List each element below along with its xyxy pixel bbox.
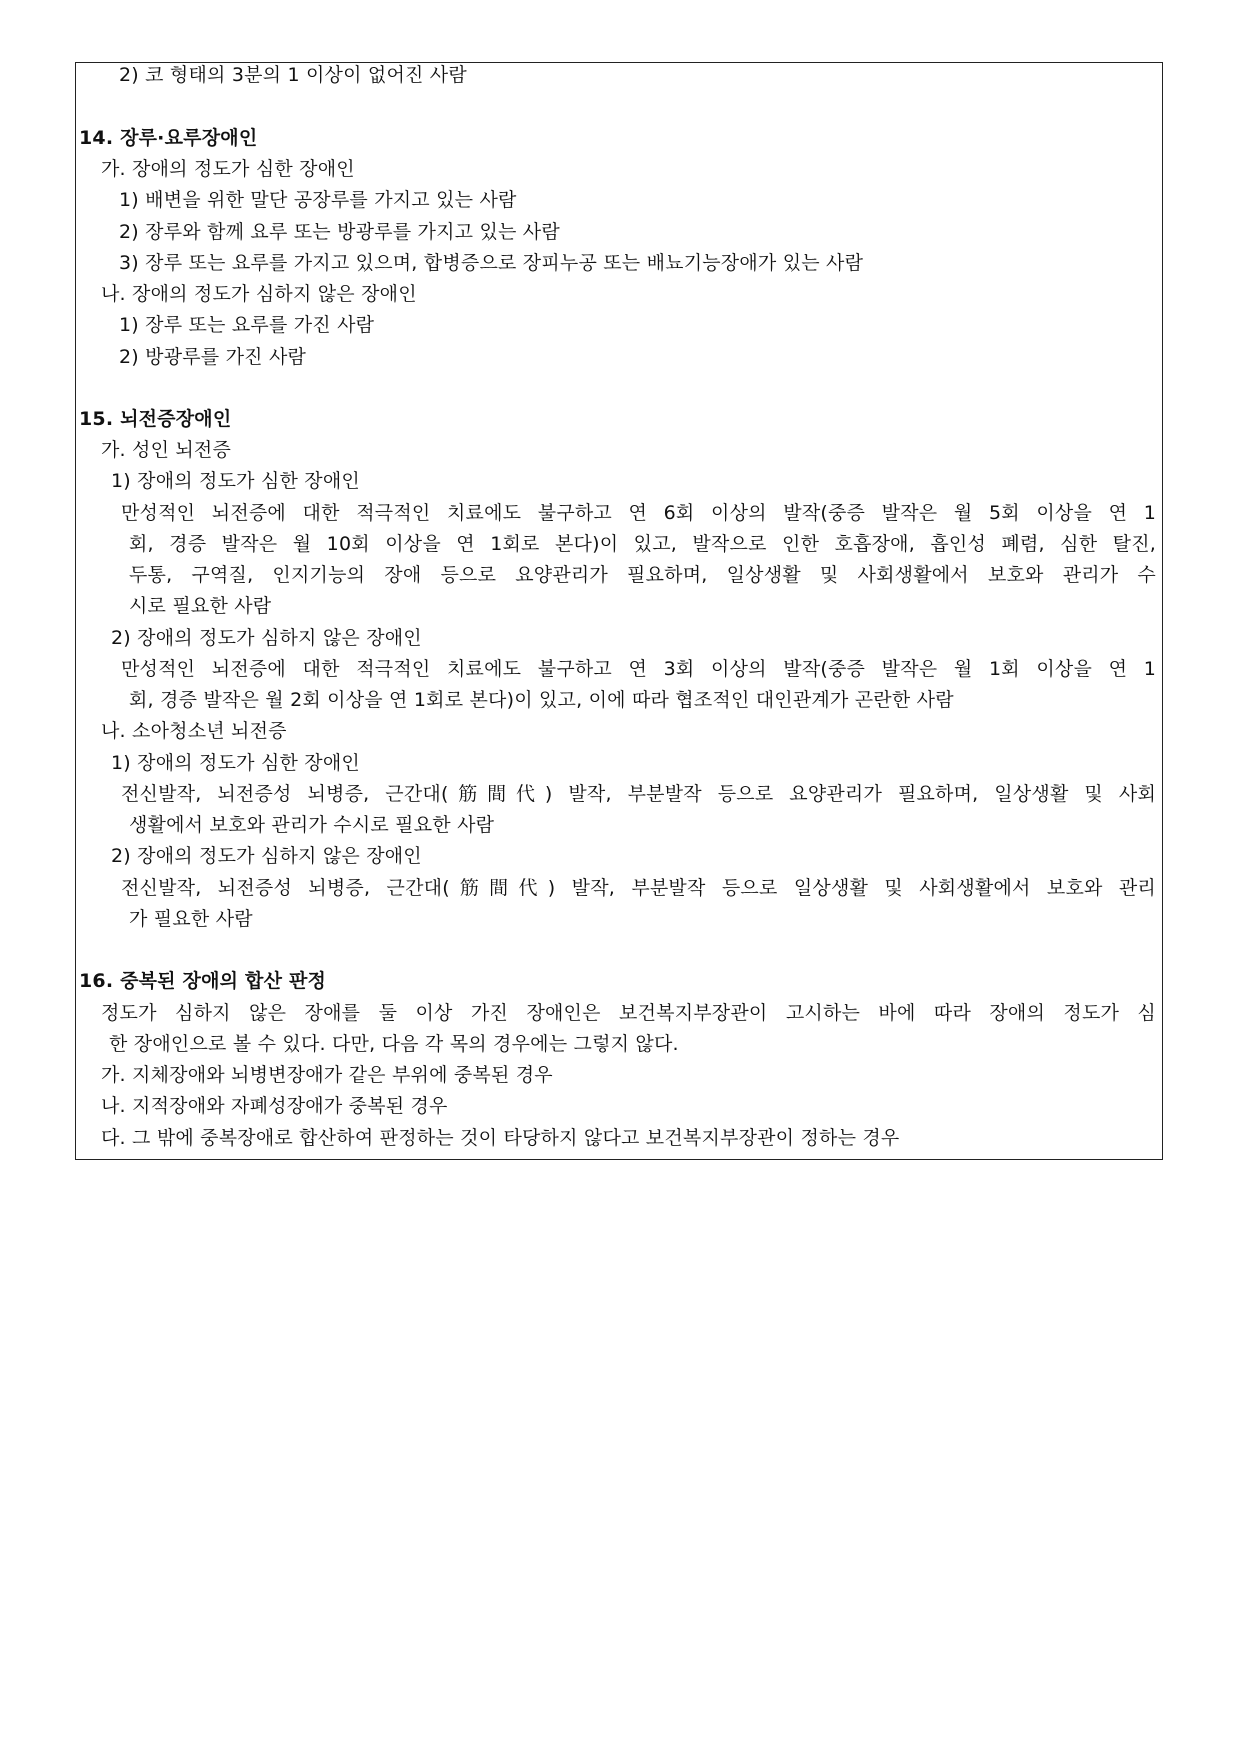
paragraph-15-na-2-line-2: 가 필요한 사람 [129, 908, 253, 930]
item-15-na-2: 2) 장애의 정도가 심하지 않은 장애인 [111, 845, 422, 867]
section-heading-16: 16. 중복된 장애의 합산 판정 [79, 970, 327, 992]
paragraph-15-ga-1-line-4: 시로 필요한 사람 [129, 595, 272, 617]
document-box [75, 62, 1163, 1160]
item-16-ga: 가. 지체장애와 뇌병변장애가 같은 부위에 중복된 경우 [101, 1064, 553, 1086]
item-nose-2: 2) 코 형태의 3분의 1 이상이 없어진 사람 [119, 64, 467, 86]
subsection-15-ga: 가. 성인 뇌전증 [101, 439, 232, 461]
item-14-ga-1: 1) 배변을 위한 말단 공장루를 가지고 있는 사람 [119, 189, 517, 211]
subsection-15-na: 나. 소아청소년 뇌전증 [101, 720, 287, 742]
paragraph-15-ga-2-line-1: 만성적인 뇌전증에 대한 적극적인 치료에도 불구하고 연 3회 이상의 발작(중증 발작은 월 1회 이상을 연 1 [121, 658, 1156, 680]
item-14-na-2: 2) 방광루를 가진 사람 [119, 346, 307, 368]
paragraph-16-line-2: 한 장애인으로 볼 수 있다. 다만, 다음 각 목의 경우에는 그렇지 않다. [109, 1033, 679, 1055]
section-heading-14: 14. 장루·요루장애인 [79, 127, 258, 149]
section-heading-15: 15. 뇌전증장애인 [79, 408, 232, 430]
item-14-ga-3: 3) 장루 또는 요루를 가지고 있으며, 합병증으로 장피누공 또는 배뇨기능장애가 있는 사람 [119, 252, 864, 274]
item-14-na-1: 1) 장루 또는 요루를 가진 사람 [119, 314, 375, 336]
item-14-ga-2: 2) 장루와 함께 요루 또는 방광루를 가지고 있는 사람 [119, 221, 560, 243]
paragraph-15-na-2-line-1: 전신발작, 뇌전증성 뇌병증, 근간대(筋間代) 발작, 부분발작 등으로 일상생활 및 사회생활에서 보호와 관리 [121, 877, 1156, 899]
item-15-ga-2: 2) 장애의 정도가 심하지 않은 장애인 [111, 627, 422, 649]
paragraph-15-ga-1-line-2: 회, 경증 발작은 월 10회 이상을 연 1회로 본다)이 있고, 발작으로 인한 호흡장애, 흡인성 폐렴, 심한 탈진, [129, 533, 1156, 555]
paragraph-15-ga-1-line-1: 만성적인 뇌전증에 대한 적극적인 치료에도 불구하고 연 6회 이상의 발작(중증 발작은 월 5회 이상을 연 1 [121, 502, 1156, 524]
item-16-da: 다. 그 밖에 중복장애로 합산하여 판정하는 것이 타당하지 않다고 보건복지부장관이 정하는 경우 [101, 1127, 900, 1149]
paragraph-15-na-1-line-2: 생활에서 보호와 관리가 수시로 필요한 사람 [129, 814, 495, 836]
item-15-na-1: 1) 장애의 정도가 심한 장애인 [111, 752, 360, 774]
paragraph-15-ga-2-line-2: 회, 경증 발작은 월 2회 이상을 연 1회로 본다)이 있고, 이에 따라 협조적인 대인관계가 곤란한 사람 [129, 689, 954, 711]
paragraph-15-na-1-line-1: 전신발작, 뇌전증성 뇌병증, 근간대(筋間代) 발작, 부분발작 등으로 요양관리가 필요하며, 일상생활 및 사회 [121, 783, 1156, 805]
subsection-14-ga: 가. 장애의 정도가 심한 장애인 [101, 158, 355, 180]
paragraph-16-line-1: 정도가 심하지 않은 장애를 둘 이상 가진 장애인은 보건복지부장관이 고시하는 바에 따라 장애의 정도가 심 [101, 1002, 1156, 1024]
paragraph-15-ga-1-line-3: 두통, 구역질, 인지기능의 장애 등으로 요양관리가 필요하며, 일상생활 및 사회생활에서 보호와 관리가 수 [129, 564, 1156, 586]
item-16-na: 나. 지적장애와 자폐성장애가 중복된 경우 [101, 1095, 448, 1117]
item-15-ga-1: 1) 장애의 정도가 심한 장애인 [111, 470, 360, 492]
subsection-14-na: 나. 장애의 정도가 심하지 않은 장애인 [101, 283, 417, 305]
